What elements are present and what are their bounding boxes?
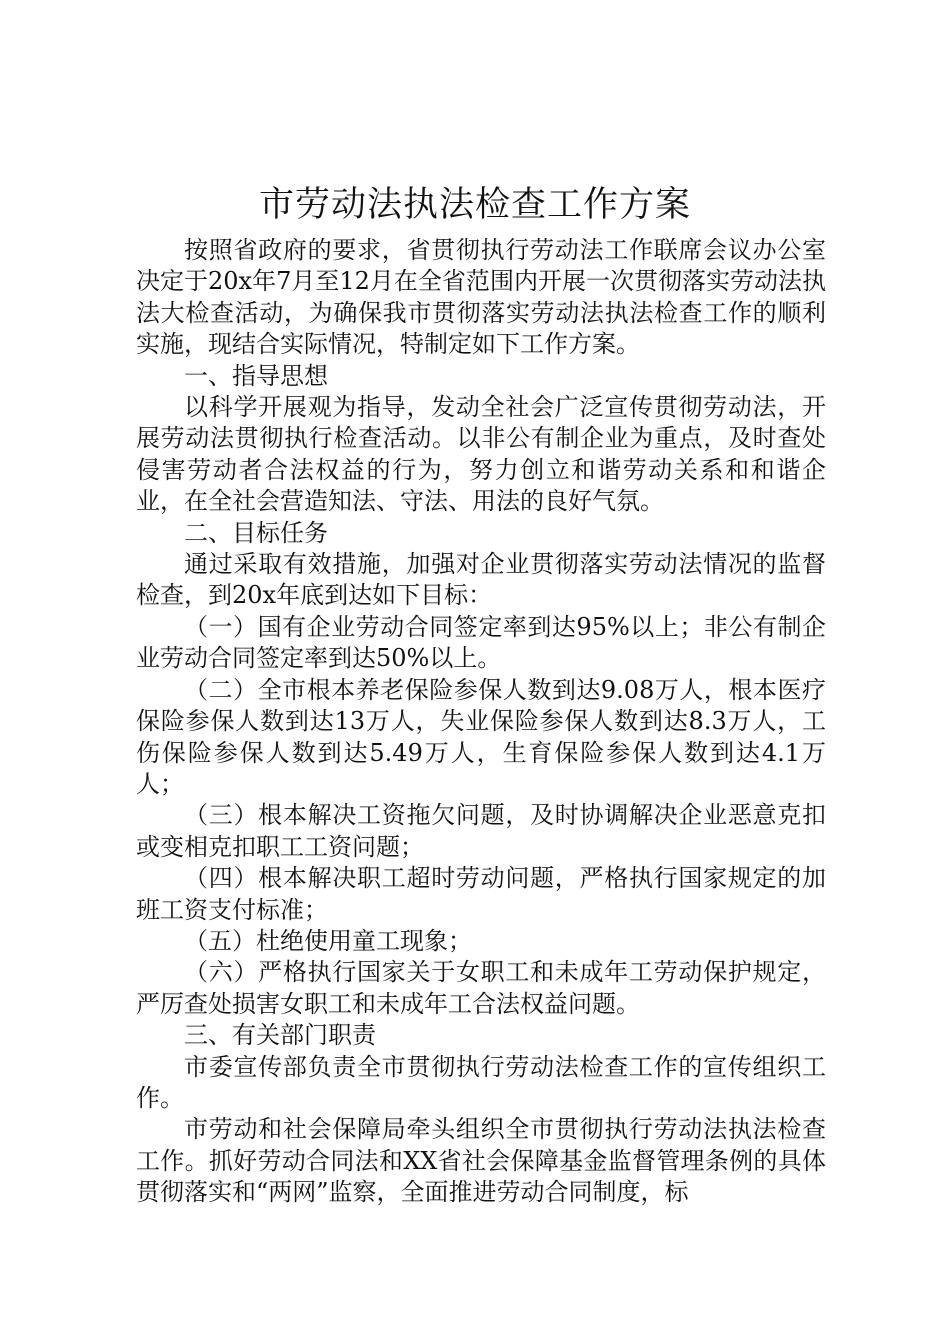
section-paragraph: 以科学开展观为指导，发动全社会广泛宣传贯彻劳动法，开展劳动法贯彻执行检查活动。以非公有制企业为重点，及时查处侵害劳动者合法权益的行为，努力创立和谐劳动关系和和谐企业，在全社会营造知法、守法、用法的良好气氛。 [136,393,826,516]
document-title: 市劳动法执法检查工作方案 [258,185,691,225]
section-paragraph: 市委宣传部负责全市贯彻执行劳动法检查工作的宣传组织工作。 [136,1052,826,1112]
section-paragraph: 通过采取有效措施，加强对企业贯彻落实劳动法情况的监督检查，到20x年底到达如下目标： [136,550,826,610]
document-body [136,235,826,1209]
section-heading-guiding-ideology: 一、指导思想 [184,361,328,390]
goal-item-4: （四）根本解决职工超时劳动问题，严格执行国家规定的加班工资支付标准； [136,864,826,924]
section-paragraph: 市劳动和社会保障局牵头组织全市贯彻执行劳动法执法检查工作。抓好劳动合同法和XX省社会保障基金监督管理条例的具体贯彻落实和“两网”监察，全面推进劳动合同制度，标 [136,1115,826,1207]
goal-item-3: （三）根本解决工资拖欠问题，及时协调解决企业恶意克扣或变相克扣职工工资问题； [136,801,826,861]
section-heading-responsibilities: 三、有关部门职责 [184,1021,376,1050]
goal-item-6: （六）严格执行国家关于女职工和未成年工劳动保护规定，严厉查处损害女职工和未成年工合法权益问题。 [136,958,826,1018]
goal-item-5: （五）杜绝使用童工现象； [184,926,472,955]
goal-item-1: （一）国有企业劳动合同签定率到达95%以上；非公有制企业劳动合同签定率到达50%以上。 [136,612,826,673]
section-heading-goals: 二、目标任务 [184,518,328,547]
goal-item-2: （二）全市根本养老保险参保人数到达9.08万人，根本医疗保险参保人数到达13万人，失业保险参保人数到达8.3万人，工伤保险参保人数到达5.49万人，生育保险参保人数到达4.1万人； [136,675,826,798]
intro-paragraph: 按照省政府的要求，省贯彻执行劳动法工作联席会议办公室决定于20x年7月至12月在全省范围内开展一次贯彻落实劳动法执法大检查活动，为确保我市贯彻落实劳动法执法检查工作的顺利实施，现结合实际情况，特制定如下工作方案。 [136,236,826,359]
